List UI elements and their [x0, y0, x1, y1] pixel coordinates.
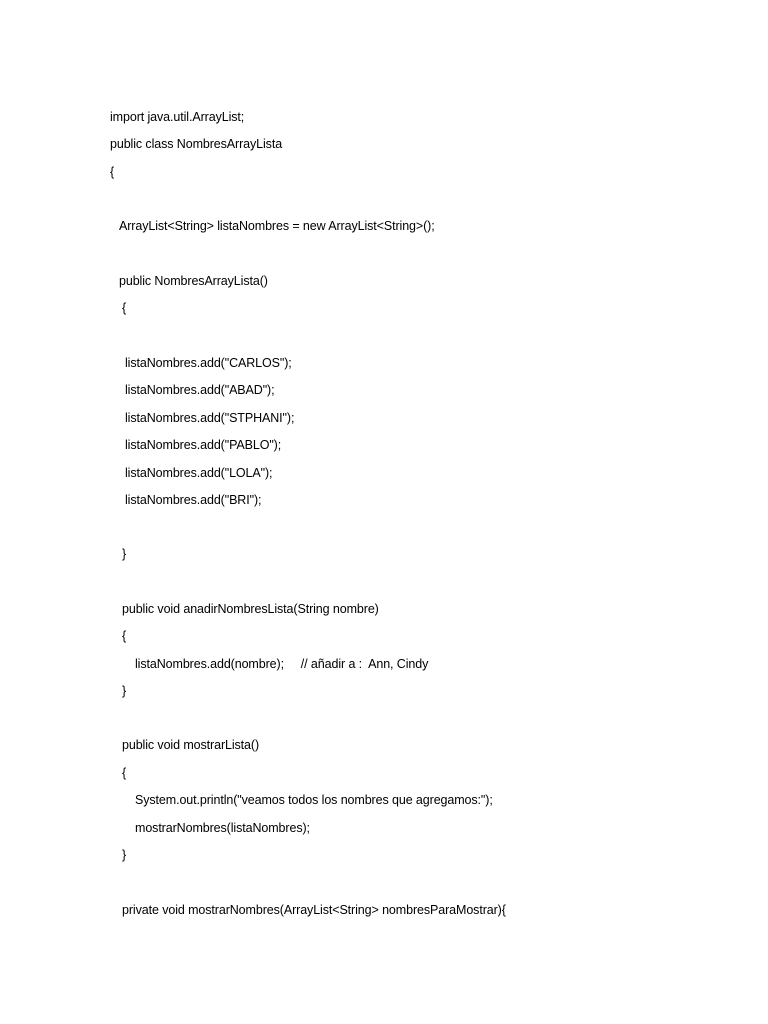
code-line-add-pablo: listaNombres.add("PABLO"); [125, 438, 282, 452]
code-line-mostrar-lista-signature: public void mostrarLista() [122, 738, 260, 752]
code-line-field-declaration: ArrayList<String> listaNombres = new ArrayList<String>(); [119, 219, 435, 233]
code-line-anadir-body: listaNombres.add(nombre); // añadir a : Ann, Cindy [135, 657, 429, 671]
code-line-add-stphani: listaNombres.add("STPHANI"); [125, 411, 295, 425]
code-line-add-abad: listaNombres.add("ABAD"); [125, 383, 275, 397]
code-line-add-carlos: listaNombres.add("CARLOS"); [125, 356, 292, 370]
code-line-mostrar-lista-close-brace: } [122, 848, 127, 862]
code-line-constructor-signature: public NombresArrayLista() [119, 274, 268, 288]
code-line-class-declaration: public class NombresArrayLista [110, 137, 283, 151]
code-line-add-bri: listaNombres.add("BRI"); [125, 493, 262, 507]
code-line-constructor-close-brace: } [122, 547, 127, 561]
code-line-mostrar-lista-open-brace: { [122, 766, 127, 780]
code-line-constructor-open-brace: { [122, 301, 127, 315]
code-line-anadir-signature: public void anadirNombresLista(String nombre) [122, 602, 379, 616]
code-line-class-open-brace: { [110, 165, 115, 179]
code-line-import: import java.util.ArrayList; [110, 110, 245, 124]
code-line-anadir-close-brace: } [122, 684, 127, 698]
code-line-mostrar-nombres-call: mostrarNombres(listaNombres); [135, 821, 310, 835]
code-line-add-lola: listaNombres.add("LOLA"); [125, 466, 273, 480]
code-line-mostrar-nombres-signature: private void mostrarNombres(ArrayList<String> nombresParaMostrar){ [122, 903, 506, 917]
code-line-anadir-open-brace: { [122, 629, 127, 643]
code-line-println: System.out.println("veamos todos los nombres que agregamos:"); [135, 793, 493, 807]
